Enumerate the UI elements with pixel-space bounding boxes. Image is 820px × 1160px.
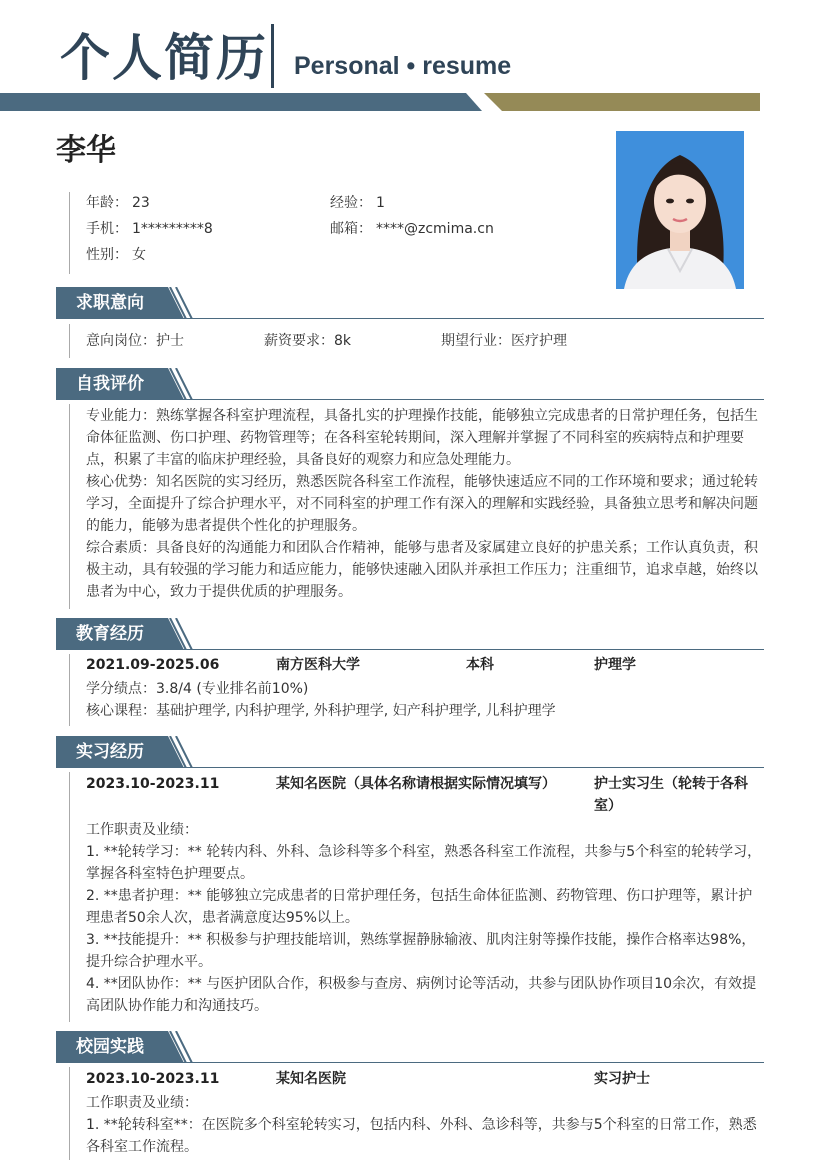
profile-photo [616, 131, 744, 289]
internship-item: 2. **患者护理：** 能够独立完成患者的日常护理任务，包括生命体征监测、药物管理、伤口护理等，累计护理患者50余人次，患者满意度达95%以上。 [86, 888, 753, 926]
section-rule [69, 324, 70, 358]
internship-item: 4. **团队协作：** 与医护团队合作，积极参与查房、病例讨论等活动，共参与团队协作项目10余次，有效提高团队协作能力和沟通技巧。 [86, 976, 757, 1014]
experience-value: 1 [376, 195, 385, 211]
candidate-name: 李华 [56, 133, 116, 168]
education-school: 南方医科大学 [276, 657, 360, 673]
section-rule [69, 404, 70, 609]
section-rule [69, 772, 70, 1022]
info-phone [86, 219, 213, 239]
self-eval-qualities: 综合素质：具备良好的沟通能力和团队合作精神，能够与患者及家属建立良好的护患关系；工作认真负责，积极主动，具有较强的学习能力和适应能力，能够快速融入团队并承担工作压力；注重细节，追求卓越，始终以患者为中心，致力于提供优质的护理服务。 [86, 540, 758, 600]
section-heading: 自我评价 [56, 368, 168, 400]
email-value: ****@zcmima.cn [376, 221, 494, 237]
header-divider [271, 24, 274, 88]
experience-label: 经验： [330, 195, 372, 211]
intent-position: 意向岗位：护士 [86, 333, 184, 349]
education-gpa: 学分绩点：3.8/4 (专业排名前10%) [86, 681, 309, 697]
email-label: 邮箱： [330, 221, 372, 237]
header-banner [0, 93, 820, 113]
section-self-evaluation [56, 368, 764, 400]
heading-stripes [152, 1031, 196, 1063]
education-degree: 本科 [466, 657, 494, 673]
education-major: 护理学 [594, 657, 636, 673]
resume-subtitle: Personal • resume [294, 52, 512, 80]
gender-label: 性别： [86, 247, 128, 263]
section-education [56, 618, 764, 650]
age-label: 年龄： [86, 195, 128, 211]
section-job-intention [56, 287, 764, 319]
resume-title: 个人简历 [60, 29, 268, 87]
self-evaluation-body [86, 405, 764, 603]
info-rule [69, 192, 70, 274]
intent-industry: 期望行业：医疗护理 [441, 333, 567, 349]
section-underline [56, 1062, 764, 1063]
section-rule [69, 1067, 70, 1160]
education-courses: 核心课程：基础护理学, 内科护理学, 外科护理学, 妇产科护理学, 儿科护理学 [86, 703, 556, 719]
info-experience [330, 193, 385, 213]
info-email [330, 219, 494, 239]
heading-stripes [152, 736, 196, 768]
internship-item: 1. **轮转学习：** 轮转内科、外科、急诊科等多个科室，熟悉各科室工作流程，共参与5个科室的轮转学习，掌握各科室特色护理要点。 [86, 844, 762, 882]
campus-period: 2023.10-2023.11 [86, 1071, 220, 1087]
internship-org: 某知名医院（具体名称请根据实际情况填写） [276, 776, 556, 792]
campus-duties [86, 1092, 764, 1158]
self-eval-strengths: 核心优势：知名医院的实习经历，熟悉医院各科室工作流程，能够快速适应不同的工作环境和要求；通过轮转学习，全面提升了综合护理水平，对不同科室的护理工作有深入的理解和实践经验，具备独立思考和解决问题的能力，能够为患者提供个性化的护理服务。 [86, 474, 758, 534]
campus-item: 1. **轮转科室**：在医院多个科室轮转实习，包括内科、外科、急诊科等，共参与5个科室的日常工作，熟悉各科室工作流程。 [86, 1117, 757, 1155]
phone-value: 1*********8 [132, 221, 213, 237]
self-eval-professional: 专业能力：熟练掌握各科室护理流程，具备扎实的护理操作技能，能够独立完成患者的日常护理任务，包括生命体征监测、伤口护理、药物管理等；在各科室轮转期间，深入理解并掌握了不同科室的疾病特点和护理要点，积累了丰富的临床护理经验，具备良好的观察力和应急处理能力。 [86, 408, 758, 468]
internship-duties [86, 819, 764, 1017]
info-age [86, 193, 150, 213]
internship-period: 2023.10-2023.11 [86, 776, 220, 792]
section-underline [56, 318, 764, 319]
age-value: 23 [132, 195, 150, 211]
heading-stripes [152, 287, 196, 319]
section-underline [56, 649, 764, 650]
section-underline [56, 767, 764, 768]
section-campus-practice [56, 1031, 764, 1063]
section-internship [56, 736, 764, 768]
section-underline [56, 399, 764, 400]
education-period: 2021.09-2025.06 [86, 657, 220, 673]
internship-item: 3. **技能提升：** 积极参与护理技能培训，熟练掌握静脉输液、肌肉注射等操作技能，操作合格率达98%，提升综合护理水平。 [86, 932, 756, 970]
internship-duty-label: 工作职责及业绩： [86, 822, 198, 838]
campus-duty-label: 工作职责及业绩： [86, 1095, 198, 1111]
section-heading: 实习经历 [56, 736, 168, 768]
internship-role: 护士实习生（轮转于各科室） [594, 776, 748, 814]
section-heading: 教育经历 [56, 618, 168, 650]
phone-label: 手机： [86, 221, 128, 237]
info-gender [86, 245, 146, 265]
heading-stripes [152, 368, 196, 400]
intent-salary: 薪资要求：8k [264, 333, 352, 349]
section-rule [69, 654, 70, 726]
campus-role: 实习护士 [594, 1071, 650, 1087]
heading-stripes [152, 618, 196, 650]
gender-value: 女 [132, 247, 146, 263]
campus-org: 某知名医院 [276, 1071, 346, 1087]
section-heading: 校园实践 [56, 1031, 168, 1063]
section-heading: 求职意向 [56, 287, 168, 319]
